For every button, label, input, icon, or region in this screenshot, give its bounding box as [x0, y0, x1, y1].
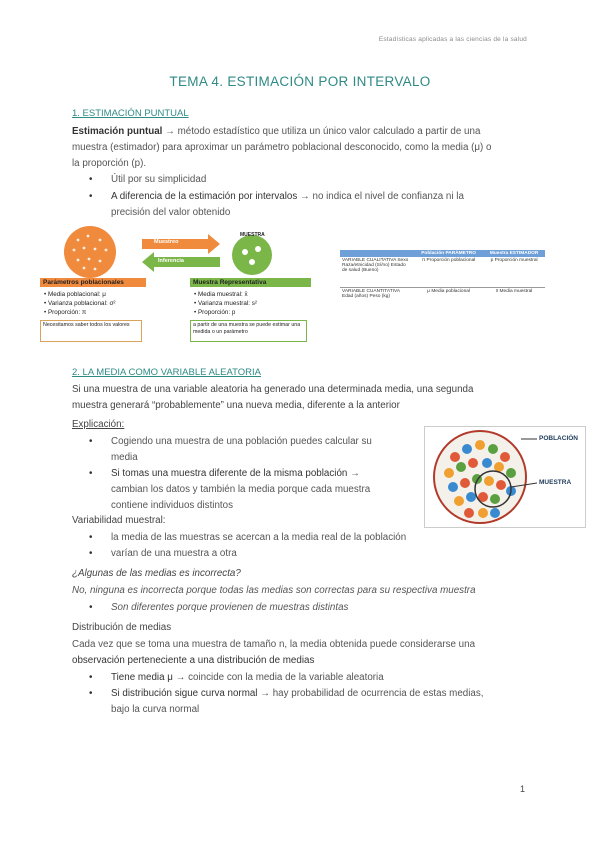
- population-params-list: [44, 290, 115, 317]
- population-params-title: Parámetros poblacionales: [40, 278, 146, 287]
- question-answer: No, ninguna es incorrecta porque todas las medias son correctas para su respectiva muestra: [72, 585, 476, 596]
- explicacion-label: Explicación:: [72, 419, 125, 430]
- bullet-varian: • varían de una muestra a otra: [111, 546, 237, 562]
- definition-line-3: la proporción (p).: [72, 158, 147, 169]
- table-cell: x̄ Media muestral: [495, 288, 533, 294]
- running-header: Estadísticas aplicadas a las ciencias de la salud: [378, 36, 527, 43]
- bullet-diferentes: • Son diferentes porque provienen de muestras distintas: [111, 600, 348, 616]
- pop-item-varianza: • Varianza poblacional: σ²: [44, 300, 116, 307]
- sample-circle: [232, 235, 272, 275]
- table-cell: VARIABLE CUANTITATIVA Edad (años) Peso (kg): [342, 288, 400, 299]
- intro-line-2: muestra generará “probablemente” una nueva media, diferente a la anterior: [72, 400, 400, 411]
- muestra-label: MUESTRA: [539, 479, 572, 486]
- samp-item-varianza: • Varianza muestral: s²: [194, 300, 257, 307]
- section-1-definition: [72, 124, 542, 172]
- page-number: 1: [520, 784, 526, 794]
- sample-note: a partir de una muestra se puede estimar una medida o un parámetro: [193, 322, 301, 335]
- population-note: Necesitamos saber todos los valores: [43, 322, 130, 328]
- intro-line-1: Si una muestra de una variable aleatoria ha generado una determinada media, una segunda: [72, 384, 474, 395]
- bullet-curva-normal: • Si distribución sigue curva normal → hay probabilidad de ocurrencia de estas medias, bajo la curva normal: [111, 686, 531, 718]
- population-sample-figure: [424, 426, 586, 528]
- definition-line-1: → método estadístico que utiliza un único valor calculado a partir de una: [162, 126, 481, 137]
- sample-note-box: [190, 320, 307, 342]
- sample-params-list: [194, 290, 257, 317]
- parameter-estimator-table: [340, 250, 545, 311]
- distribucion-line-2: observación perteneciente a una distribución de medias: [72, 655, 315, 666]
- definition-line-2: muestra (estimador) para aproximar un parámetro poblacional desconocido, como la media (μ) o: [72, 142, 492, 153]
- section-1-heading: 1. ESTIMACIÓN PUNTUAL: [72, 108, 189, 119]
- inferencia-label: Inferencia: [158, 258, 184, 264]
- bullet-tiene-media: • Tiene media μ → coincide con la media de la variable aleatoria: [111, 670, 384, 686]
- sample-params-title: Muestra Representativa: [190, 278, 311, 287]
- distribucion-text: [72, 637, 542, 669]
- table-header-cell: [340, 250, 414, 257]
- table-header-cell: Población PARÁMETRO: [421, 251, 476, 256]
- bullet-muestra-diferente: • Si tomas una muestra diferente de la misma población → cambian los datos y también la media porque cada muestra contiene individuos distintos: [111, 466, 411, 514]
- poblacion-label: POBLACIÓN: [539, 435, 578, 442]
- question-heading: ¿Algunas de las medias es incorrecta?: [72, 568, 241, 579]
- distribucion-heading: Distribución de medias: [72, 622, 172, 633]
- table-cell: VARIABLE CUALITATIVA Sexo Raza/etnicidad (Sí/no) Estado de salud (Bueno): [342, 258, 409, 273]
- bullet-rest-text: → no indica el nivel de confianza ni la: [297, 191, 464, 202]
- summary-table: [340, 250, 545, 311]
- population-circle: [64, 226, 116, 278]
- section-2-intro: [72, 382, 542, 414]
- table-cell: p Proporción muestral: [490, 258, 538, 263]
- muestra-circle-label: MUESTRA: [240, 232, 265, 238]
- table-header-cell: Muestra ESTIMADOR: [489, 251, 539, 256]
- variabilidad-label: Variabilidad muestral:: [72, 515, 166, 526]
- page-title: TEMA 4. ESTIMACIÓN POR INTERVALO: [169, 74, 431, 89]
- estimation-diagram: [40, 222, 312, 346]
- population-note-box: [40, 320, 142, 342]
- table-header-row: [340, 250, 545, 257]
- bullet-simplicidad: • Útil por su simplicidad: [111, 172, 206, 188]
- bullet-media-acercan: • la media de las muestras se acercan a la media real de la población: [111, 530, 406, 546]
- samp-item-media: • Media muestral: x̄: [194, 291, 248, 298]
- muestreo-label: Muestreo: [154, 239, 179, 245]
- table-cell: μ Media poblacional: [427, 288, 470, 294]
- bullet-bold-text: A diferencia de la estimación por intervalos: [111, 191, 298, 202]
- pop-item-proporcion: • Proporción: π: [44, 309, 87, 316]
- table-cell: π Proporción poblacional: [421, 258, 476, 263]
- bullet-diferencia-intervalos: [111, 189, 531, 221]
- section-2-heading: 2. LA MEDIA COMO VARIABLE ALEATORIA: [72, 367, 262, 378]
- bullet-coger-muestra: • Cogiendo una muestra de una población puedes calcular su media: [111, 434, 411, 466]
- table-row: [340, 287, 545, 311]
- pop-item-media: • Media poblacional: μ: [44, 291, 106, 298]
- bullet-line-2: precisión del valor obtenido: [111, 207, 231, 218]
- table-row: [340, 257, 545, 287]
- term-estimacion-puntual: Estimación puntual: [72, 126, 163, 137]
- samp-item-proporcion: • Proporción: p: [194, 309, 236, 316]
- distribucion-line-1: Cada vez que se toma una muestra de tamaño n, la media obtenida puede considerarse una: [72, 639, 476, 650]
